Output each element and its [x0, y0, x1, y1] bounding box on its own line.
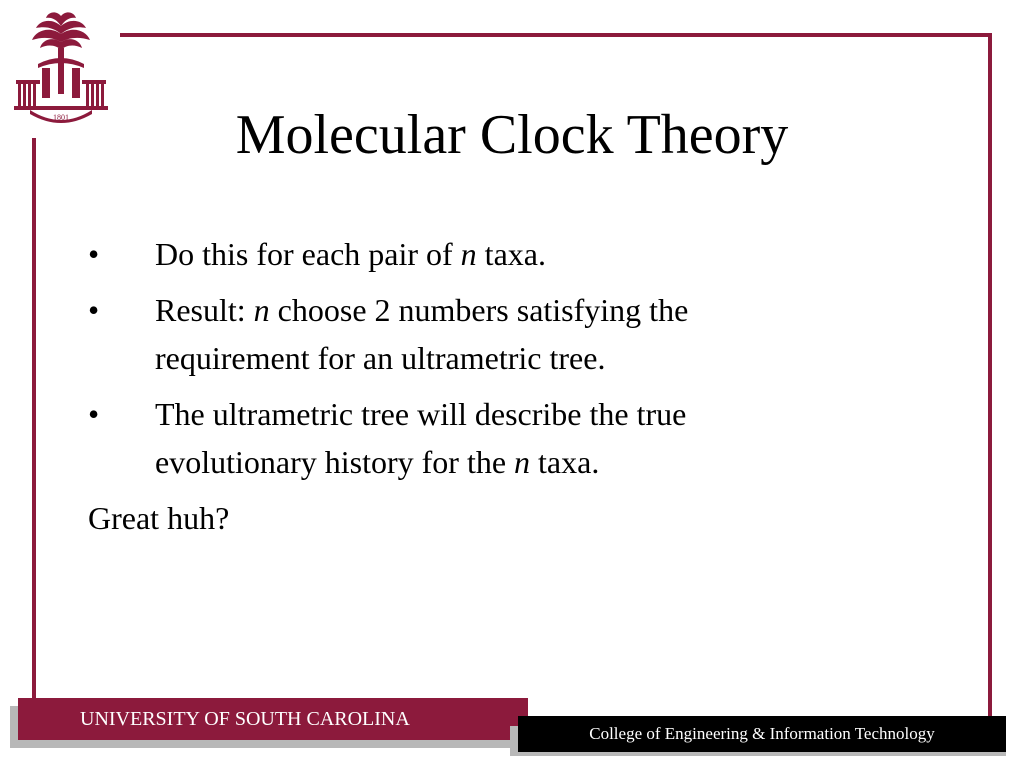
slide-title: Molecular Clock Theory: [235, 104, 789, 166]
bullet-mark: •: [88, 292, 100, 328]
closing-line: Great huh?: [88, 500, 230, 536]
frame-left-line: [32, 138, 36, 708]
slide-content: [88, 230, 848, 542]
bullet-mark: •: [88, 236, 100, 272]
logo-year: 1801: [53, 113, 69, 122]
college-banner: College of Engineering & Information Technology: [518, 716, 1006, 752]
bullet-item: [88, 286, 848, 382]
bullet-mark: •: [88, 396, 100, 432]
bullet-text: The ultrametric tree will describe the true evolutionary history for the n taxa.: [155, 396, 687, 480]
frame-top-line: [120, 33, 992, 37]
bullet-item: [88, 230, 848, 278]
bullet-text: Do this for each pair of n taxa.: [155, 236, 546, 272]
university-banner: UNIVERSITY OF SOUTH CAROLINA: [18, 698, 528, 740]
bullet-text: Result: n choose 2 numbers satisfying the requirement for an ultrametric tree.: [155, 292, 689, 376]
bullet-item: [88, 390, 848, 486]
